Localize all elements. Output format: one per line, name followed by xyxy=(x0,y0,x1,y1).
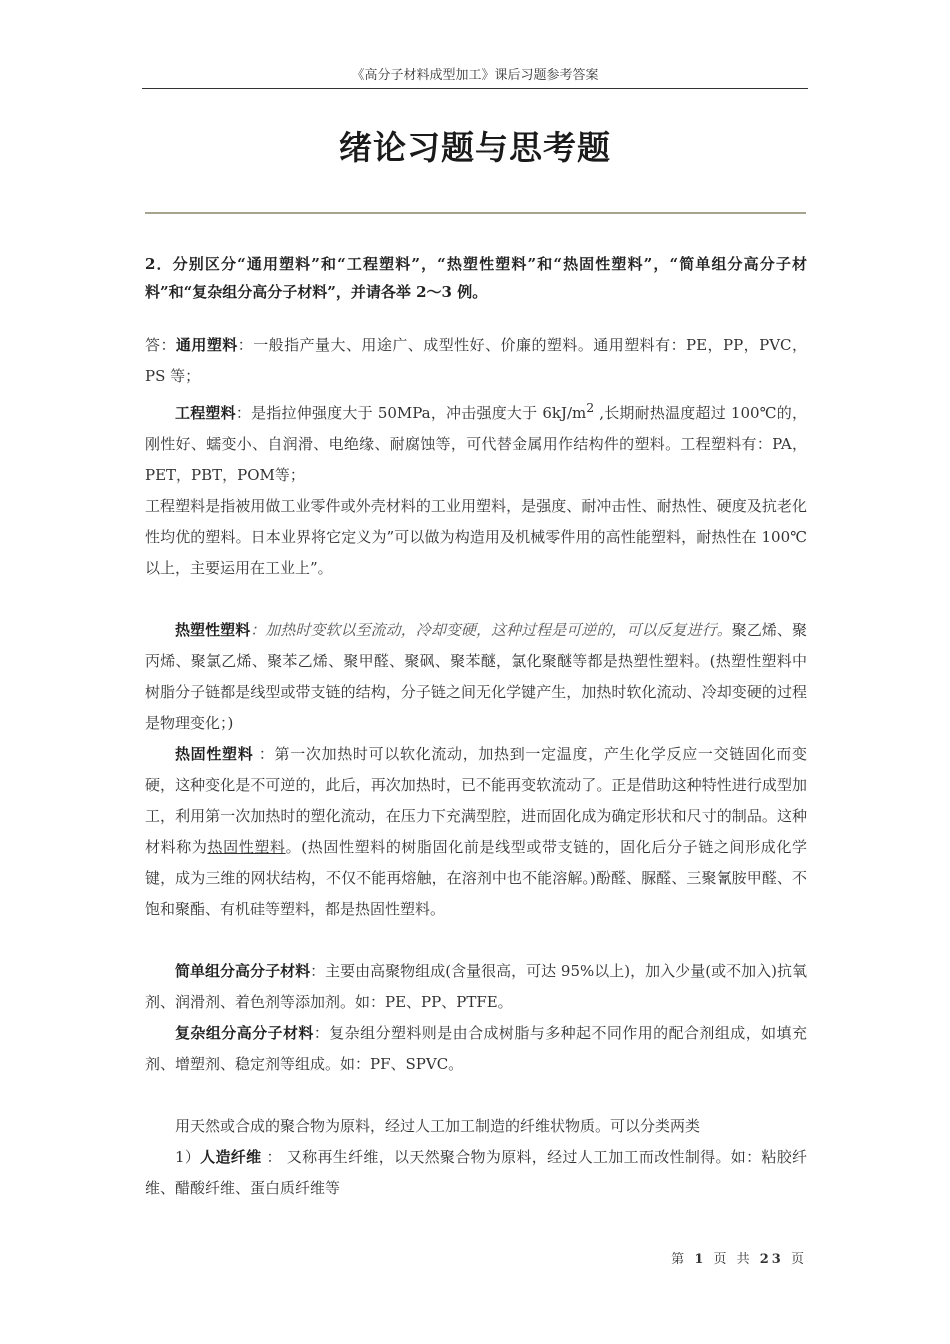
fiber-item-number: 1） xyxy=(175,1148,201,1166)
term-engineering-plastics: 工程塑料 xyxy=(175,404,236,422)
term-thermoset: 热固性塑料 xyxy=(175,745,254,763)
engineering-definition-a: ：是指拉伸强度大于 50MPa，冲击强度大于 6kJ/m xyxy=(235,404,587,422)
answer-thermoplastic xyxy=(145,615,807,739)
footer-pre: 第 xyxy=(671,1252,695,1267)
thermoplastic-italic-definition: ：加热时变软以至流动，冷却变硬，这种过程是可逆的，可以反复进行。 xyxy=(250,621,732,639)
answer-thermoset xyxy=(145,739,807,925)
engineering-definition-b: ,长期耐热温度超过 100℃的，刚性好、蠕变小、自润滑、电绝缘、耐腐蚀等，可代替金属用作结构件的塑料。工程塑料有：PA，PET，PBT，POM等； xyxy=(145,404,807,484)
general-plastics-definition: ：一般指产量大、用途广、成型性好、价廉的塑料。通用塑料有：PE，PP，PVC，PS 等； xyxy=(145,336,807,385)
man-made-fiber-definition: ： 又称再生纤维，以天然聚合物为原料，经过人工加工而改性制得。如：粘胶纤维、醋酸纤维、蛋白质纤维等 xyxy=(145,1148,807,1197)
footer-page-number: 1 xyxy=(694,1252,707,1267)
thermoplastic-examples: 聚乙烯、聚丙烯、聚氯乙烯、聚苯乙烯、聚甲醛、聚砜、聚苯醚，氯化聚醚等都是热塑性塑料。(热塑性塑料中树脂分子链都是线型或带支链的结构，分子链之间无化学键产生，加热时软化流动、冷却变硬的过程是物理变化；) xyxy=(145,621,807,732)
title-divider xyxy=(145,212,806,214)
complex-polymer-definition: ：复杂组分塑料则是由合成树脂与多种起不同作用的配合剂组成，如填充剂、增塑剂、稳定剂等组成。如：PF、SPVC。 xyxy=(145,1024,807,1073)
answer-general-plastics xyxy=(145,330,807,392)
term-general-plastics: 通用塑料 xyxy=(175,336,238,354)
spacer xyxy=(145,584,807,615)
thermoset-definition-a: ：第一次加热时可以软化流动，加热到一定温度，产生化学反应一交链固化而变硬，这种变化是不可逆的，此后，再次加热时，已不能再变软流动了。正是借助这种特性进行成型加工，利用第一次加热时的塑化流动，在压力下充满型腔，进而固化成为确定形状和尺寸的制品。这种材料称为 xyxy=(145,745,807,856)
thermoset-link[interactable]: 热固性塑料 xyxy=(207,838,286,856)
term-man-made-fiber: 人造纤维 xyxy=(200,1148,262,1166)
header-divider xyxy=(142,88,808,89)
fiber-item-1 xyxy=(145,1142,807,1204)
simple-polymer-definition: ：主要由高聚物组成(含量很高，可达 95%以上)，加入少量(或不加入)抗氧剂、润滑剂、着色剂等添加剂。如：PE、PP、PTFE。 xyxy=(145,962,807,1011)
spacer xyxy=(145,925,807,956)
fiber-intro: 用天然或合成的聚合物为原料，经过人工加工制造的纤维状物质。可以分类两类 xyxy=(175,1117,701,1135)
answer-complex-polymer xyxy=(145,1018,807,1080)
answer-prefix: 答： xyxy=(145,336,176,354)
superscript-two: 2 xyxy=(586,400,595,415)
thermoset-definition-b: 。(热固性塑料的树脂固化前是线型或带支链的，固化后分子链之间形成化学键，成为三维的网状结构，不仅不能再熔触，在溶剂中也不能溶解。)酚醛、脲醛、三聚氰胺甲醛、不饱和聚酯、有机硅等塑料，都是热固性塑料。 xyxy=(145,838,807,918)
page-header: 《高分子材料成型加工》课后习题参考答案 xyxy=(351,68,599,83)
term-complex-polymer: 复杂组分高分子材料 xyxy=(175,1024,314,1042)
footer-total-pages: 23 xyxy=(759,1252,784,1267)
question-text: 2．分别区分“通用塑料”和“工程塑料”，“热塑性塑料”和“热固性塑料”，“简单组分高分子材料”和“复杂组分高分子材料”，并请各举 2～3 例。 xyxy=(145,255,807,301)
term-simple-polymer: 简单组分高分子材料 xyxy=(175,962,311,980)
answer-engineering-plastics xyxy=(145,392,807,491)
page-footer xyxy=(671,1248,807,1267)
footer-post: 页 xyxy=(783,1252,807,1267)
spacer xyxy=(145,1080,807,1111)
answer-simple-polymer xyxy=(145,956,807,1018)
document-body xyxy=(145,250,807,1204)
footer-mid: 页 共 xyxy=(706,1252,760,1267)
page-title: 绪论习题与思考题 xyxy=(339,128,611,167)
term-thermoplastic: 热塑性塑料 xyxy=(175,621,251,639)
engineering-extra-paragraph: 工程塑料是指被用做工业零件或外壳材料的工业用塑料，是强度、耐冲击性、耐热性、硬度及抗老化性均优的塑料。日本业界将它定义为”可以做为构造用及机械零件用的高性能塑料，耐热性在 100℃ 以上，主要运用在工业上”。 xyxy=(145,497,807,577)
